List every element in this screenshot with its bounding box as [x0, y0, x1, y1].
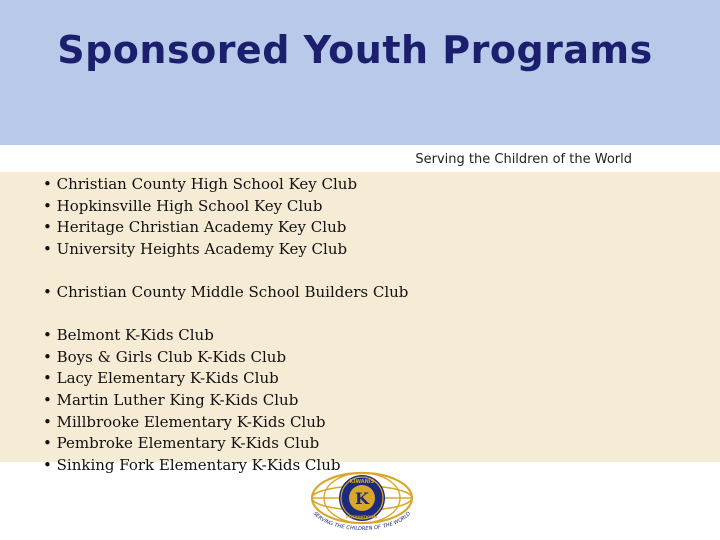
list-item: • Christian County High School Key Club	[43, 175, 358, 193]
slide-title: Sponsored Youth Programs	[57, 28, 653, 72]
list-item: • Hopkinsville High School Key Club	[43, 196, 323, 215]
list-item: • University Heights Academy Key Club	[43, 239, 348, 258]
list-item: • Pembroke Elementary K-Kids Club	[43, 434, 320, 453]
list-item: • Lacy Elementary K-Kids Club	[43, 369, 279, 388]
tagline: Serving the Children of the World	[415, 152, 632, 167]
list-item: • Millbrooke Elementary K-Kids Club	[43, 412, 326, 431]
club-list	[43, 174, 408, 476]
header-band	[0, 0, 720, 145]
list-item: • Heritage Christian Academy Key Club	[43, 218, 347, 237]
kiwanis-logo-icon	[303, 470, 421, 532]
logo-ring-bottom: INTERNATIONAL	[345, 515, 379, 519]
logo-arc-text: SERVING THE CHILDREN OF THE WORLD	[311, 510, 413, 532]
logo-ring-top: KIWANIS	[349, 479, 375, 485]
list-item: • Sinking Fork Elementary K-Kids Club	[43, 455, 341, 474]
list-item: • Christian County Middle School Builders Club	[43, 282, 409, 301]
logo-letter: K	[355, 489, 369, 508]
list-item: • Martin Luther King K-Kids Club	[43, 390, 299, 409]
list-item: • Boys & Girls Club K-Kids Club	[43, 347, 287, 366]
list-item: • Belmont K-Kids Club	[43, 326, 214, 345]
